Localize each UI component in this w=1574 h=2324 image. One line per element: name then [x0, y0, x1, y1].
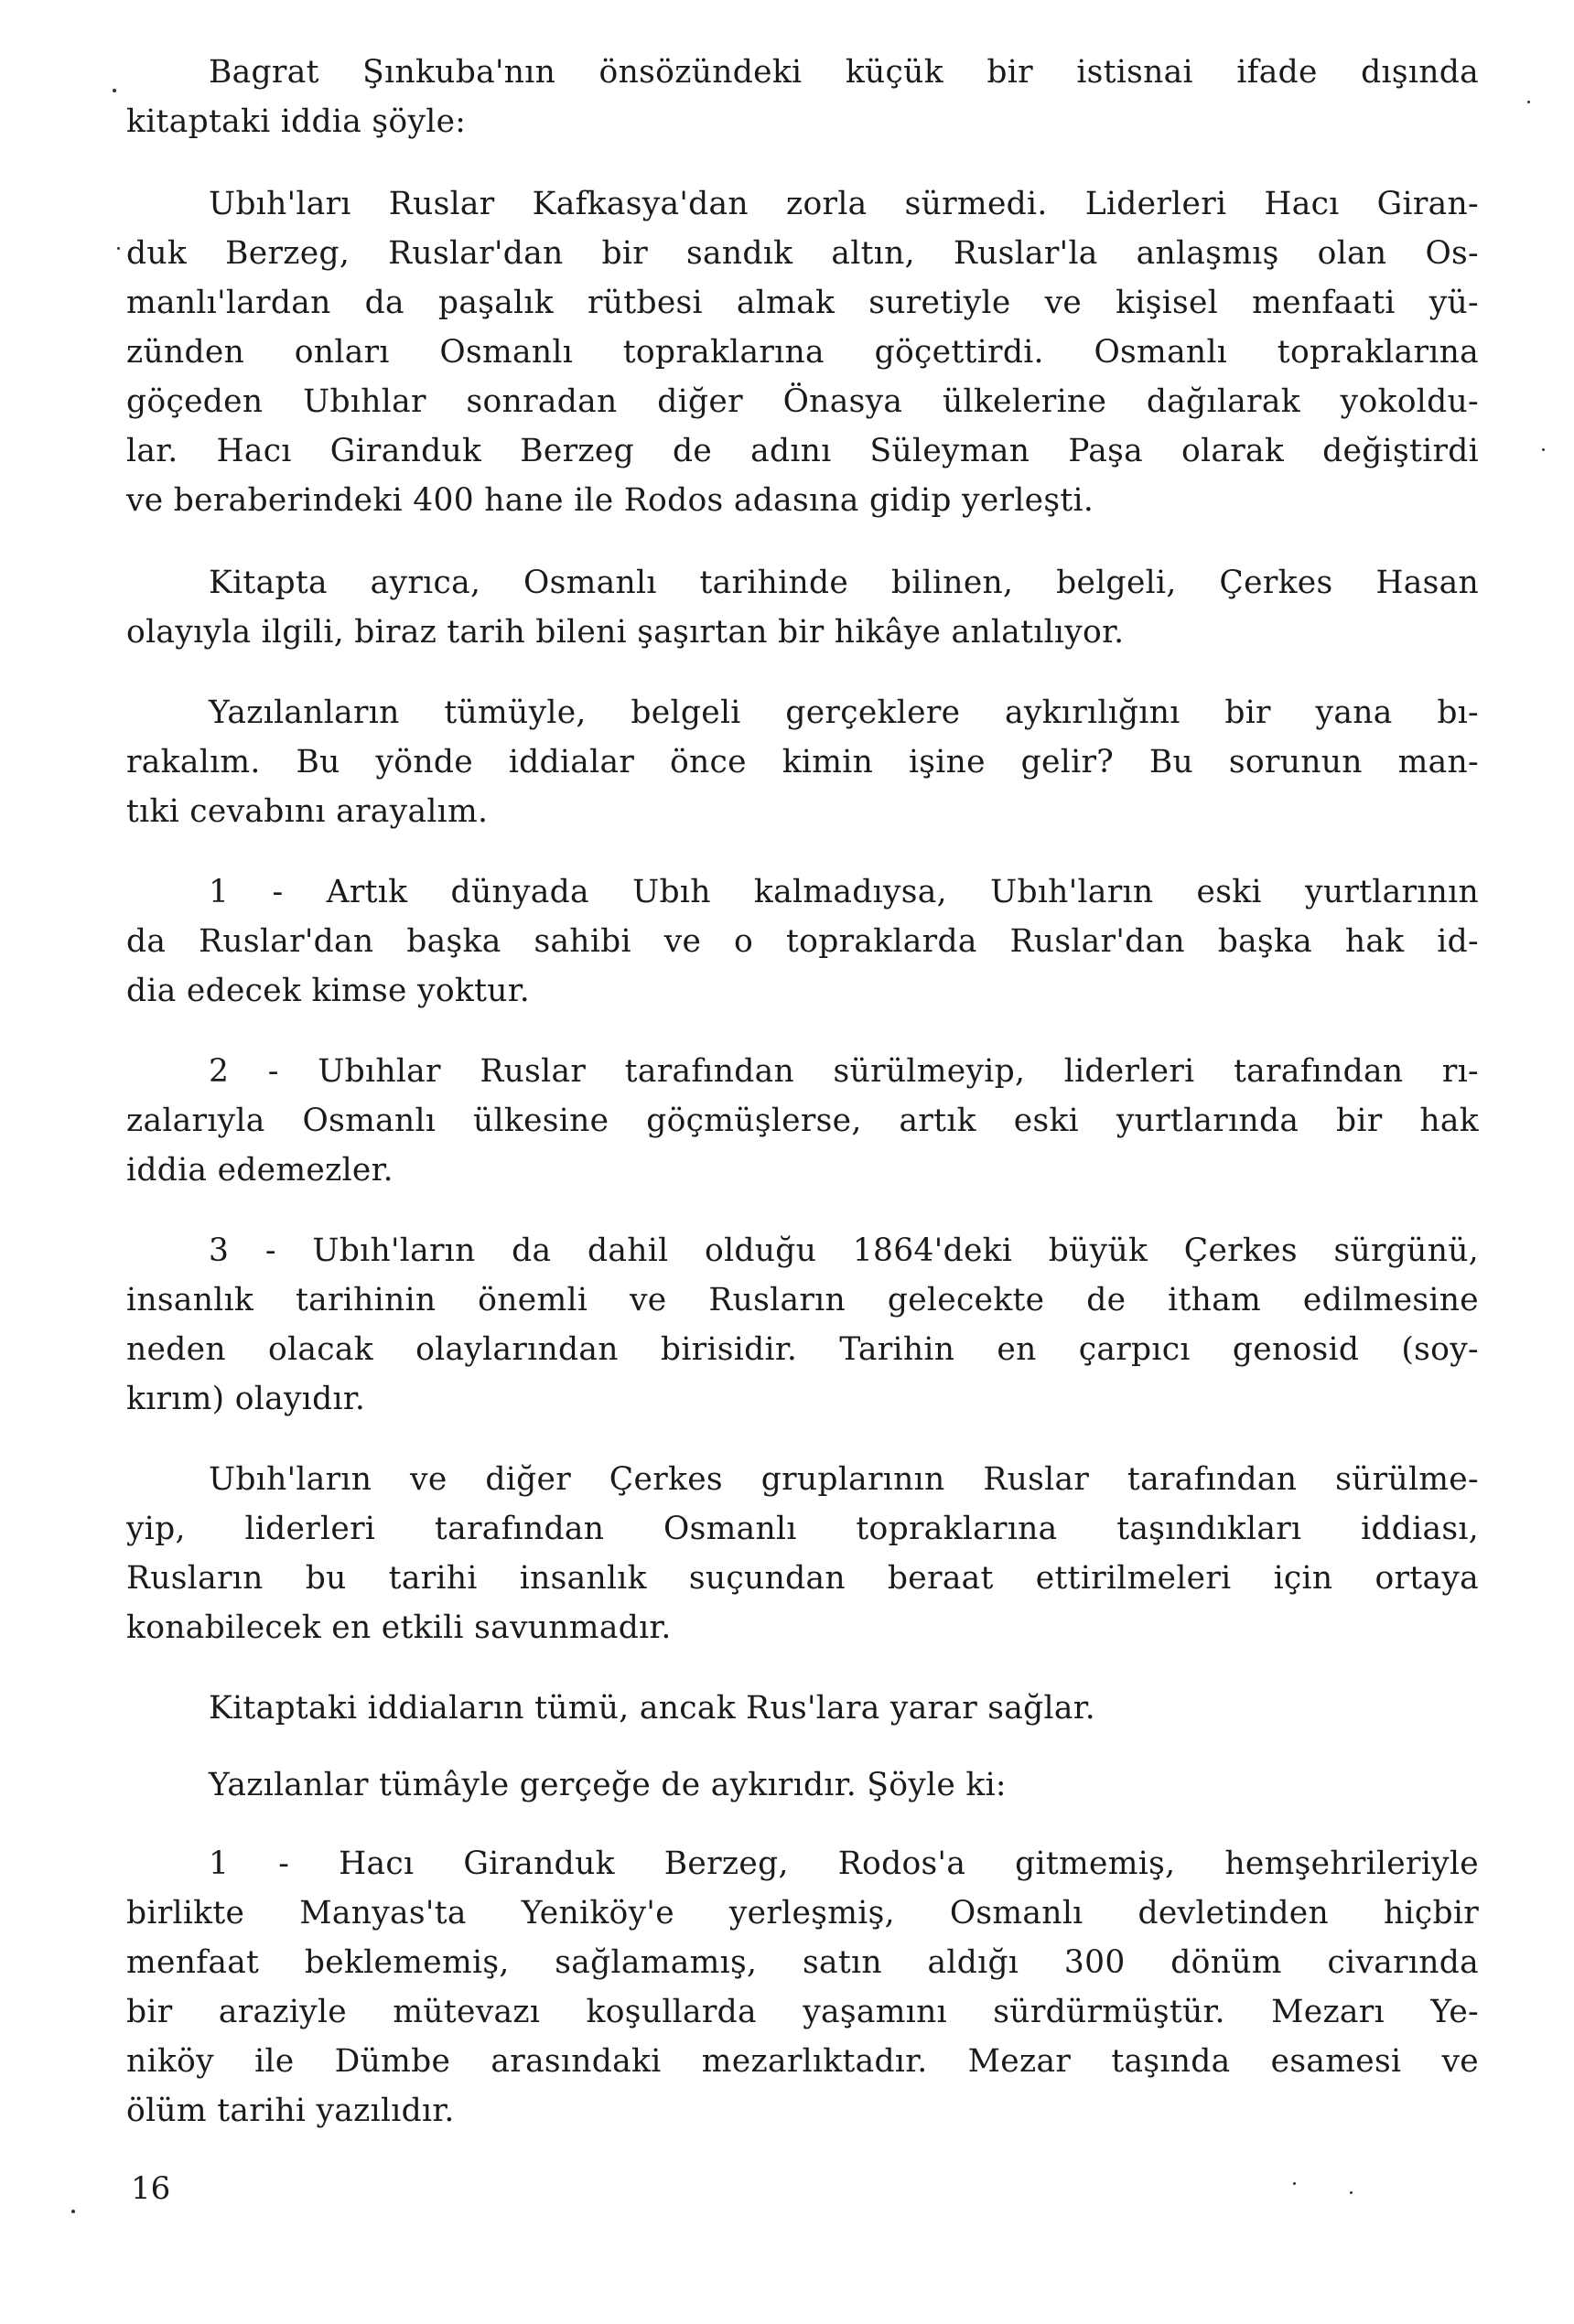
text-line: Kitaptaki iddiaların tümü, ancak Rus'lara yarar sağlar. — [209, 1690, 1096, 1727]
scan-speck — [1350, 2191, 1353, 2194]
text-line: Ubıh'ların ve diğer Çerkes gruplarının Ruslar tarafından sürülme- — [209, 1461, 1479, 1498]
text-line: menfaat beklememiş, sağlamamış, satın aldığı 300 dönüm civarında — [126, 1944, 1479, 1981]
text-line: göçeden Ubıhlar sonradan diğer Önasya ülkelerine dağılarak yokoldu- — [126, 383, 1479, 420]
text-line: Kitapta ayrıca, Osmanlı tarihinde bilinen, belgeli, Çerkes Hasan — [209, 565, 1479, 601]
paragraph — [126, 1760, 1479, 1810]
text-line: da Ruslar'dan başka sahibi ve o topraklarda Ruslar'dan başka hak id- — [126, 923, 1479, 960]
text-line: 1 - Hacı Giranduk Berzeg, Rodos'a gitmemiş, hemşehrileriyle — [209, 1845, 1479, 1882]
text-line: bir araziyle mütevazı koşullarda yaşamını sürdürmüştür. Mezarı Ye- — [126, 1994, 1479, 2030]
text-line: neden olacak olaylarından birisidir. Tarihin en çarpıcı genosid (soy- — [126, 1331, 1479, 1368]
text-line: yip, liderleri tarafından Osmanlı topraklarına taşındıkları iddiası, — [126, 1511, 1479, 1547]
text-line: kırım) olayıdır. — [126, 1381, 366, 1417]
text-line: birlikte Manyas'ta Yeniköy'e yerleşmiş, Osmanlı devletinden hiçbir — [126, 1895, 1479, 1931]
scan-speck — [71, 2210, 75, 2213]
text-line: duk Berzeg, Ruslar'dan bir sandık altın, Ruslar'la anlaşmış olan Os- — [126, 235, 1479, 272]
paragraph — [126, 1226, 1479, 1424]
text-line: konabilecek en etkili savunmadır. — [126, 1609, 672, 1646]
paragraph — [126, 867, 1479, 1016]
text-line: lar. Hacı Giranduk Berzeg de adını Süleyman Paşa olarak değiştirdi — [126, 433, 1479, 469]
paragraph — [126, 1839, 1479, 2136]
paragraph — [126, 558, 1479, 657]
text-line: ölüm tarihi yazılıdır. — [126, 2093, 455, 2129]
paragraph — [126, 179, 1479, 525]
text-line: kitaptaki iddia şöyle: — [126, 103, 467, 140]
text-line: Yazılanların tümüyle, belgeli gerçeklere aykırılığını bir yana bı- — [209, 694, 1479, 731]
text-line: rakalım. Bu yönde iddialar önce kimin işine gelir? Bu sorunun man- — [126, 744, 1479, 780]
paragraph — [126, 1455, 1479, 1652]
text-line: Rusların bu tarihi insanlık suçundan beraat ettirilmeleri için ortaya — [126, 1560, 1479, 1597]
text-line: 1 - Artık dünyada Ubıh kalmadıysa, Ubıh'ların eski yurtlarının — [209, 874, 1479, 910]
scan-speck — [1542, 448, 1545, 451]
scan-speck — [1293, 2182, 1296, 2185]
text-line: manlı'lardan da paşalık rütbesi almak suretiyle ve kişisel menfaati yü- — [126, 285, 1479, 321]
scan-speck — [113, 89, 116, 92]
text-line: zalarıyla Osmanlı ülkesine göçmüşlerse, artık eski yurtlarında bir hak — [126, 1103, 1479, 1139]
paragraph — [126, 688, 1479, 836]
text-line: iddia edemezler. — [126, 1152, 394, 1189]
text-line: olayıyla ilgili, biraz tarih bileni şaşırtan bir hikâye anlatılıyor. — [126, 614, 1125, 651]
text-line: Yazılanlar tümâyle gerçeğe de aykırıdır. Şöyle ki: — [209, 1767, 1007, 1803]
text-line: Bagrat Şınkuba'nın önsözündeki küçük bir istisnai ifade dışında — [209, 54, 1479, 91]
paragraph — [126, 1047, 1479, 1195]
text-line: 3 - Ubıh'ların da dahil olduğu 1864'deki büyük Çerkes sürgünü, — [209, 1232, 1479, 1269]
scan-speck — [117, 247, 120, 250]
paragraph — [126, 1684, 1479, 1733]
scan-speck — [1527, 101, 1530, 103]
text-line: niköy ile Dümbe arasındaki mezarlıktadır. Mezar taşında esamesi ve — [126, 2043, 1479, 2080]
text-line: 2 - Ubıhlar Ruslar tarafından sürülmeyip, liderleri tarafından rı- — [209, 1053, 1479, 1090]
page-number: 16 — [131, 2170, 171, 2207]
paragraph — [126, 48, 1479, 146]
text-line: dia edecek kimse yoktur. — [126, 973, 531, 1009]
text-line: ve beraberindeki 400 hane ile Rodos adasına gidip yerleşti. — [126, 482, 1094, 519]
text-line: Ubıh'ları Ruslar Kafkasya'dan zorla sürmedi. Liderleri Hacı Giran- — [209, 186, 1479, 222]
page-body — [126, 48, 1479, 2136]
text-line: tıki cevabını arayalım. — [126, 793, 489, 830]
text-line: zünden onları Osmanlı topraklarına göçettirdi. Osmanlı topraklarına — [126, 334, 1479, 371]
text-line: insanlık tarihinin önemli ve Rusların gelecekte de itham edilmesine — [126, 1282, 1479, 1318]
